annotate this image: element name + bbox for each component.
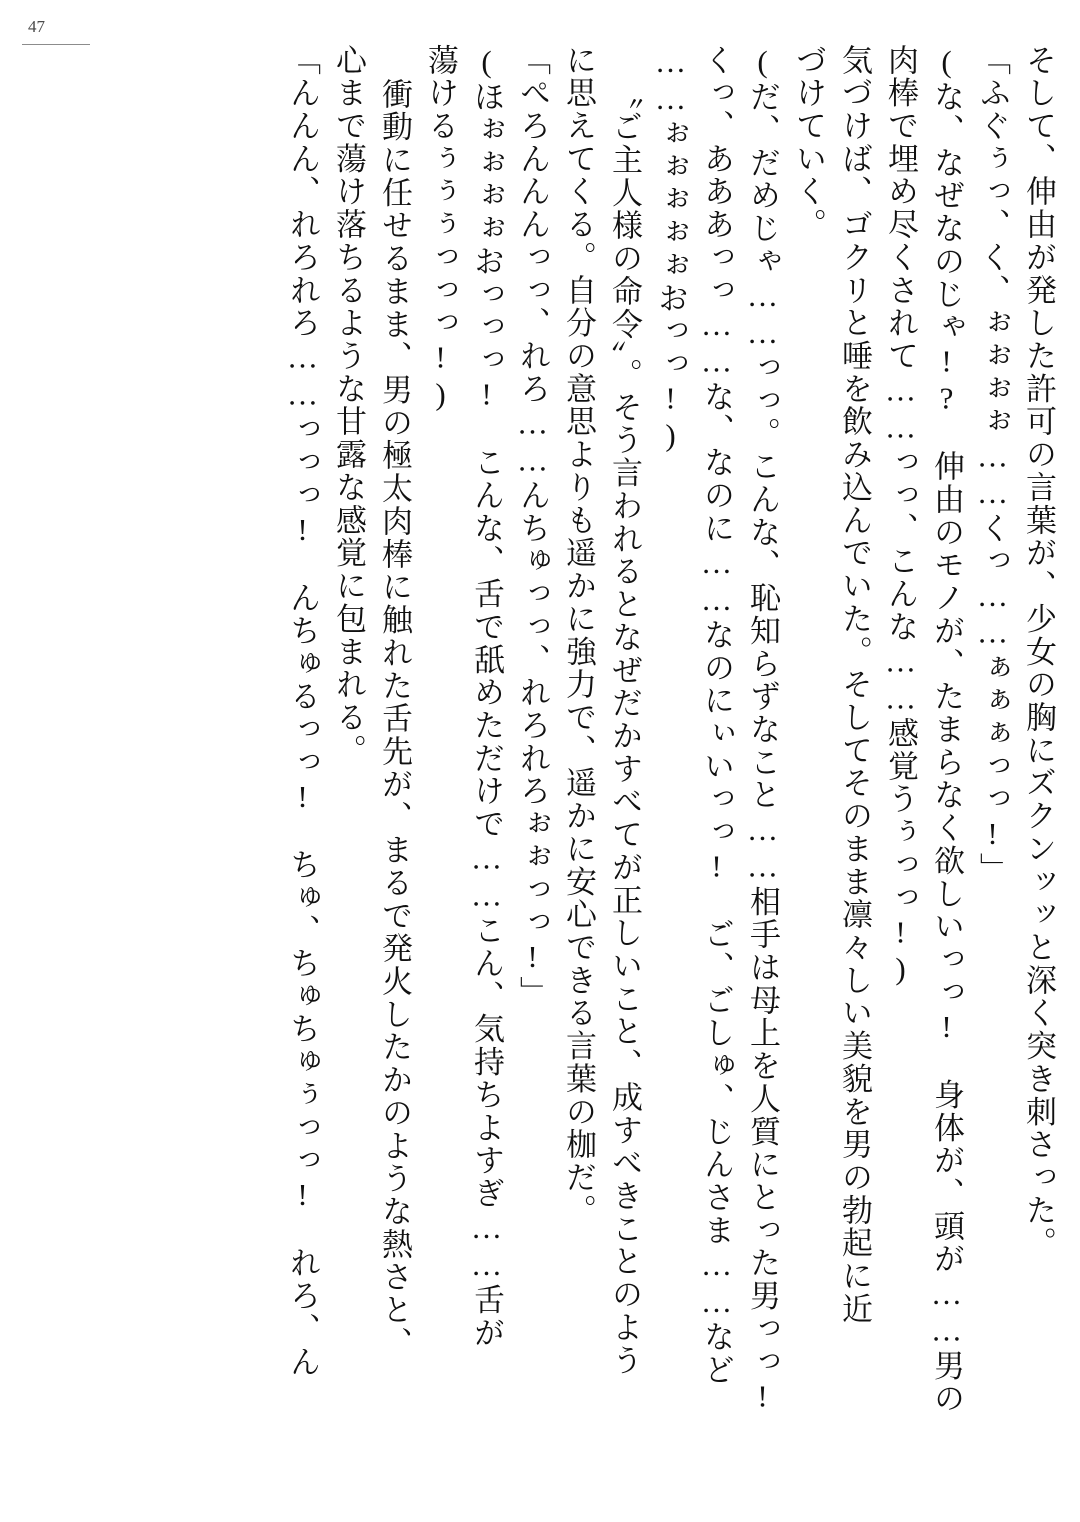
text-line: 「ぺろんんんっっ、れろ……んちゅっっ、れろれろぉぉっっ!」 — [515, 44, 550, 1009]
text-line: ……ぉぉぉぉぉおっっ!) — [653, 44, 688, 455]
text-line: 衝動に任せるまま、男の極太肉棒に触れた舌先が、まるで発火したかのような熱さと、 — [377, 78, 412, 1360]
text-line: そして、伸由が発した許可の言葉が、少女の胸にズクンッッと深く突き刺さった。 — [1021, 44, 1056, 1260]
text-line: (ほぉぉぉぉおっっっ! こんな、舌で舐めただけで……こん、気持ちよすぎ……舌が — [469, 44, 504, 1350]
page-number: 47 — [28, 17, 45, 36]
text-line: 「んんん、れろれろ……っっっ! んちゅるっっ! ちゅ、ちゅちゅぅっっ! れろ、ん — [285, 44, 320, 1379]
text-line: 心まで蕩け落ちるような甘露な感覚に包まれる。 — [331, 44, 366, 767]
text-line: に思えてくる。自分の意思よりも遥かに強力で、遥かに安心できる言葉の枷だ。 — [561, 44, 596, 1227]
text-line: くっ、あああっっ……な、なのに……なのにぃいっっ! ご、ごしゅ、じんさま……など — [699, 44, 734, 1387]
vertical-text-block — [54, 44, 1054, 1496]
text-line: 肉棒で埋め尽くされて……っっ、こんな……感覚うぅっっ!) — [883, 44, 918, 989]
text-line: 「ふぐぅっ、く、ぉぉぉぉ……くっ……ぁぁぁっっ!」 — [975, 44, 1010, 886]
text-line: (だ、だめじゃ……っっ。こんな、恥知らずなこと……相手は母上を人質にとった男っっ! — [745, 44, 780, 1416]
text-line: 〝ご主人様の命令〟。そう言われるとなぜだかすべてが正しいこと、成すべきことのよう — [607, 78, 642, 1377]
text-line: づけていく。 — [791, 44, 826, 242]
text-line: (な、なぜなのじゃ!? 伸由のモノが、たまらなく欲しいっっ! 身体が、頭が……男の — [929, 44, 964, 1416]
text-line: 気づけば、ゴクリと唾を飲み込んでいた。そしてそのまま凛々しい美貌を男の勃起に近 — [837, 44, 872, 1326]
text-line: 蕩けるぅぅぅっっっ!) — [423, 44, 458, 414]
